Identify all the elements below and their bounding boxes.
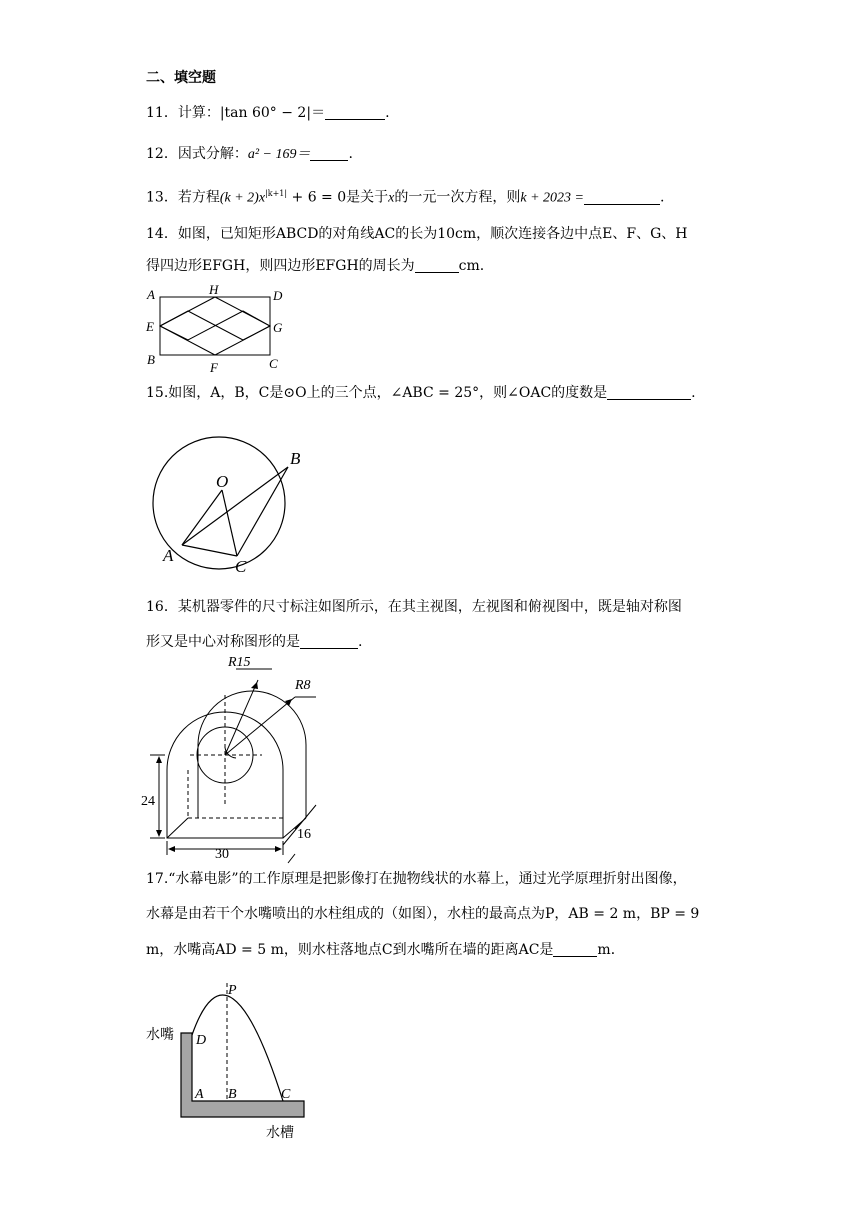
q15-label-o: O <box>216 472 229 491</box>
q11-expression: |tan 60° − 2| <box>219 105 312 121</box>
q17-line-3b: m． <box>597 942 625 958</box>
q17-number: 17. <box>146 871 169 887</box>
q14-label-g: G <box>273 320 283 335</box>
q14-label-d: D <box>273 288 283 303</box>
q16-number: 16． <box>146 599 178 615</box>
q17-water-curtain-figure <box>140 975 330 1150</box>
q13-expression: (k + 2)x <box>219 190 266 206</box>
q14-line-2a: 得四边形EFGH，则四边形EFGH的周长为 <box>146 258 415 274</box>
q17-line-1: “水幕电影”的工作原理是把影像打在抛物线状的水幕上，通过光学原理折射出图像， <box>168 871 687 887</box>
q17-label-p: P <box>228 983 237 998</box>
q14-label-c: C <box>269 356 278 371</box>
q14-label-a: A <box>147 287 155 302</box>
q11-number: 11． <box>146 105 178 121</box>
q17-label-d: D <box>196 1033 207 1048</box>
section-title: 二、填空题 <box>146 70 216 86</box>
q16-label-24: 24 <box>141 794 155 809</box>
q17-label-nozzle: 水嘴 <box>146 1028 174 1043</box>
q13-expression-3: k + 2023 = <box>520 190 584 206</box>
q15-answer-blank[interactable] <box>607 385 691 400</box>
q13-answer-blank[interactable] <box>584 190 660 205</box>
question-15: 15.如图，A，B，C是⊙O上的三个点，∠ABC = 25°，则∠OAC的度数是 . <box>146 385 696 401</box>
q15-circle-figure <box>140 430 330 580</box>
q16-answer-blank[interactable] <box>300 634 358 649</box>
q12-number: 12． <box>146 146 178 162</box>
q11-answer-blank[interactable] <box>325 105 385 120</box>
q16-line-1: 某机器零件的尺寸标注如图所示，在其主视图，左视图和俯视图中，既是轴对称图 <box>177 599 682 615</box>
q11-equals: ＝ <box>311 105 326 121</box>
q17-answer-blank[interactable] <box>553 942 597 957</box>
q17-label-tank: 水槽 <box>266 1126 294 1141</box>
q15-label-a: A <box>163 546 174 565</box>
q16-label-30: 30 <box>215 847 229 862</box>
question-17-line-3 <box>146 940 625 960</box>
q17-line-3: m，水嘴高AD = 5 m，则水柱落地点C到水嘴所在墙的距离AC是 <box>146 942 554 958</box>
question-16-line-1 <box>146 597 682 617</box>
q14-line-1: 如图，已知矩形ABCD的对角线AC的长为10cm，顺次连接各边中点E、F、G、H <box>177 226 688 242</box>
q11-text: 计算： <box>177 105 220 121</box>
q14-line-2b: cm. <box>458 258 485 274</box>
q17-line-2: 水幕是由若干个水嘴喷出的水柱组成的（如图），水柱的最高点为P，AB = 2 m，BP = 9 <box>146 906 700 922</box>
q13-exponent: |k+1| <box>265 189 288 198</box>
q17-label-b: B <box>228 1087 237 1102</box>
q12-answer-blank[interactable] <box>310 146 348 161</box>
question-17-line-2 <box>146 904 699 924</box>
q14-label-h: H <box>209 282 219 297</box>
q16-label-r15: R15 <box>228 655 251 670</box>
q17-label-c: C <box>281 1087 291 1102</box>
q13-expression-2: + 6 = 0 <box>287 189 347 206</box>
question-14-line-1 <box>146 224 688 244</box>
q13-text-c: 的一元一次方程，则 <box>394 189 521 206</box>
question-13: 13．若方程$(k + 2)x^{|k+1|} + 6 = 0$是关于x的一元一次方程，则k + 2023 = . <box>146 189 665 206</box>
q14-label-b: B <box>147 352 155 367</box>
q16-label-r8: R8 <box>295 678 311 693</box>
q15-label-b: B <box>290 449 301 468</box>
question-16-line-2: 形又是中心对称图形的是 . <box>146 634 363 650</box>
question-14-line-2 <box>146 256 484 276</box>
q12-text: 因式分解： <box>177 146 248 162</box>
q15-text: 如图，A，B，C是⊙O上的三个点，∠ABC = 25°，则∠OAC的度数是 <box>168 385 608 401</box>
q14-label-f: F <box>210 360 218 375</box>
q13-text-a: 若方程 <box>177 189 220 206</box>
question-17-line-1 <box>146 869 687 889</box>
q16-line-2: 形又是中心对称图形的是 <box>146 634 300 650</box>
q14-rectangle-figure <box>140 282 300 377</box>
q14-answer-blank[interactable] <box>415 258 459 273</box>
q15-number: 15. <box>146 385 169 401</box>
question-12: 12．因式分解：a² − 169＝ . <box>146 146 353 162</box>
q17-label-a: A <box>195 1087 204 1102</box>
q16-label-16: 16 <box>297 827 311 842</box>
q14-label-e: E <box>146 319 154 334</box>
q14-number: 14． <box>146 226 178 242</box>
q13-number: 13． <box>146 189 178 206</box>
q13-text-b: 是关于 <box>346 189 389 206</box>
q15-label-c: C <box>235 557 247 576</box>
q12-expression: a² − 169＝ <box>247 147 311 162</box>
q13-var-x: x <box>388 190 395 206</box>
q16-machine-part-figure <box>140 655 340 865</box>
question-11: 11．计算：|tan 60° − 2|＝ . <box>146 105 390 121</box>
